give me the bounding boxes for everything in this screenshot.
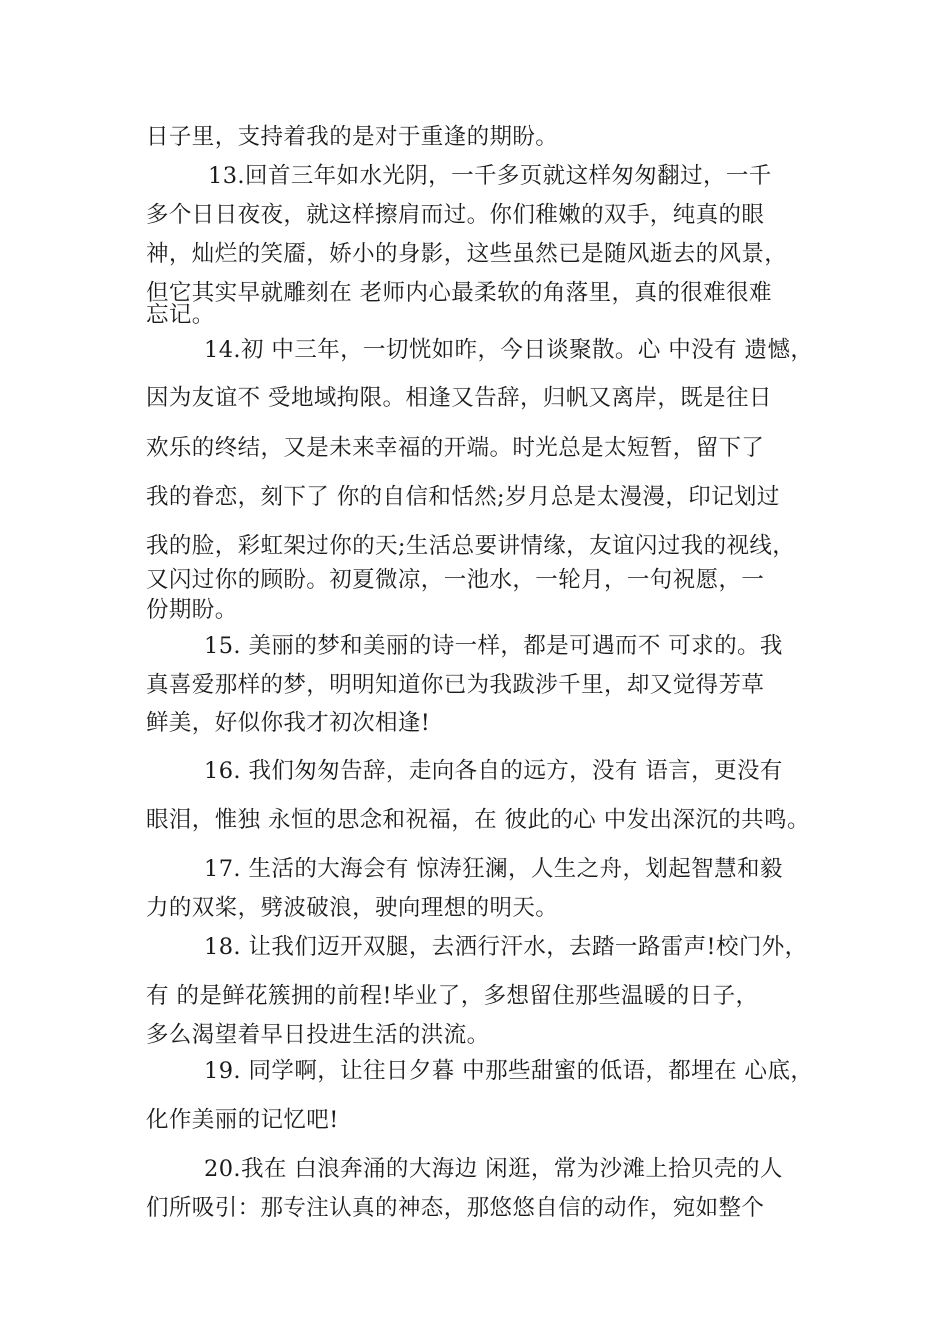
text-line: 鲜美，好似你我才初次相逢!	[146, 710, 431, 736]
text-line: 我的脸，彩虹架过你的天;生活总要讲情缘，友谊闪过我的视线，	[146, 533, 796, 559]
text-line: 化作美丽的记忆吧!	[146, 1107, 339, 1133]
paragraph-15-start: 15. 美丽的梦和美丽的诗一样，都是可遇而不 可求的。我	[204, 633, 783, 659]
text-line: 忘记。	[146, 302, 215, 328]
text-line: 我的眷恋，刻下了 你的自信和恬然;岁月总是太漫漫，印记划过	[146, 484, 780, 510]
paragraph-13-start: 13.回首三年如水光阴，一千多页就这样匆匆翻过，一千	[208, 163, 772, 189]
text-line: 们所吸引：那专注认真的神态，那悠悠自信的动作，宛如整个	[146, 1195, 765, 1221]
text-line: 神，灿烂的笑靥，娇小的身影，这些虽然已是随风逝去的风景，	[146, 241, 788, 267]
text-line: 又闪过你的顾盼。初夏微凉，一池水，一轮月，一句祝愿，一	[146, 567, 765, 593]
paragraph-14-start: 14.初 中三年，一切恍如昨，今日谈聚散。心 中没有 遗憾，	[204, 337, 814, 363]
paragraph-16-start: 16. 我们匆匆告辞，走向各自的远方，没有 语言，更没有	[204, 758, 783, 784]
text-line: 多个日日夜夜，就这样擦肩而过。你们稚嫩的双手，纯真的眼	[146, 202, 765, 228]
paragraph-17-start: 17. 生活的大海会有 惊涛狂澜，人生之舟，划起智慧和毅	[204, 856, 783, 882]
text-line: 欢乐的终结，又是未来幸福的开端。时光总是太短暂，留下了	[146, 435, 765, 461]
text-line: 多么渴望着早日投进生活的洪流。	[146, 1022, 490, 1048]
text-line: 眼泪，惟独 永恒的思念和祝福，在 彼此的心 中发出深沉的共鸣。	[146, 807, 810, 833]
text-line: 力的双桨，劈波破浪，驶向理想的明天。	[146, 895, 559, 921]
text-line: 份期盼。	[146, 597, 238, 623]
paragraph-18-start: 18. 让我们迈开双腿，去洒行汗水，去踏一路雷声!校门外，	[204, 934, 808, 960]
text-line: 日子里，支持着我的是对于重逢的期盼。	[146, 124, 559, 150]
text-line: 因为友谊不 受地域拘限。相逢又告辞，归帆又离岸，既是往日	[146, 385, 772, 411]
text-line: 有 的是鲜花簇拥的前程!毕业了，多想留住那些温暖的日子，	[146, 983, 759, 1009]
paragraph-19-start: 19. 同学啊，让往日夕暮 中那些甜蜜的低语，都埋在 心底，	[204, 1058, 814, 1084]
paragraph-20-start: 20.我在 白浪奔涌的大海边 闲逛，常为沙滩上拾贝壳的人	[204, 1156, 783, 1182]
text-line: 但它其实早就雕刻在 老师内心最柔软的角落里，真的很难很难	[146, 280, 772, 306]
text-line: 真喜爱那样的梦，明明知道你已为我跋涉千里，却又觉得芳草	[146, 672, 765, 698]
